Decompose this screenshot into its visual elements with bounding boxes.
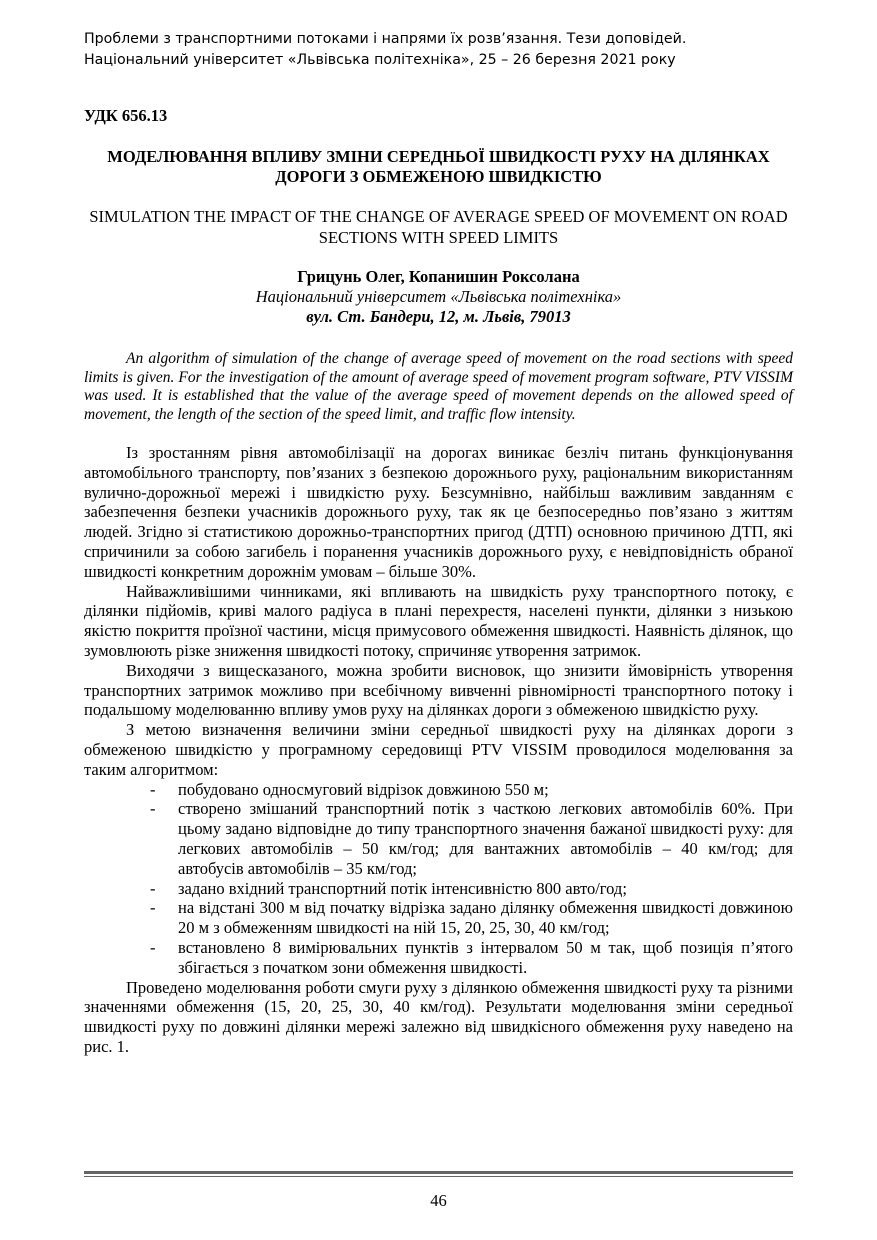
paragraph: Виходячи з вищесказаного, можна зробити висновок, що знизити ймовірність утворення транспортних затримок можливо при всебічному вивченні рівномірності транспортного потоку і подальшому моделюванню впливу умов руху на ділянках дороги з обмеженою швидкістю руху. bbox=[84, 660, 793, 720]
list-dash: - bbox=[150, 878, 156, 898]
list-item-text: створено змішаний транспортний потік з часткою легкових автомобілів 60%. При цьому задано відповідне до типу транспортного значення бажаної швидкості руху: для легкових автомобілів – 50 км/год; для вантажних автомобілів – 40 км/год; для автобусів автомобілів – 35 км/год; bbox=[178, 799, 793, 878]
affiliation: Національний університет «Львівська політехніка» bbox=[255, 287, 622, 306]
footer-rule-thin bbox=[84, 1176, 793, 1177]
list-dash: - bbox=[150, 937, 156, 957]
title-english: SIMULATION THE IMPACT OF THE CHANGE OF AVERAGE SPEED OF MOVEMENT ON ROAD SECTIONS WITH SPEED LIMITS bbox=[89, 207, 788, 247]
paragraph: Із зростанням рівня автомобілізації на дорогах виникає безліч питань функціонування автомобільного транспорту, пов’язаних з безпекою дорожнього руху, раціональним використанням вулично-дорожньої мережі і швидкістю руху. Безсумнівно, найбільш важливим завданням є забезпечення безпеки учасників дорожнього руху, так як це безпосередньо пов’язано з життям людей. Згідно зі статистикою дорожньо-транспортних пригод (ДТП) основною причиною ДТП, які спричинили за собою загибель і поранення учасників дорожнього руху, є невідповідність обраної швидкості конкретним дорожнім умовам – більше 30%. bbox=[84, 443, 793, 581]
header-line-1: Проблеми з транспортними потоками і напрями їх розв’язання. Тези доповідей. bbox=[84, 31, 687, 47]
algorithm-list bbox=[84, 780, 793, 978]
list-dash: - bbox=[150, 898, 156, 918]
running-header bbox=[84, 29, 804, 71]
paragraph: З метою визначення величини зміни середньої швидкості руху на ділянках дороги з обмеженою швидкістю у програмному середовищі PTV VISSIM проводилося моделювання за таким алгоритмом: bbox=[84, 720, 793, 779]
paragraph: Проведено моделювання роботи смуги руху з ділянкою обмеження швидкості руху та різними значеннями обмеження (15, 20, 25, 30, 40 км/год). Результати моделювання зміни середньої швидкості руху по довжині ділянки мережі залежно від швидкісного обмеження руху наведено на рис. 1. bbox=[84, 977, 793, 1056]
list-dash: - bbox=[150, 779, 156, 799]
page-number: 46 bbox=[430, 1191, 447, 1210]
header-line-2: Національний університет «Львівська політехніка», 25 – 26 березня 2021 року bbox=[84, 52, 676, 68]
list-dash: - bbox=[150, 799, 156, 819]
list-item bbox=[84, 879, 793, 899]
list-item bbox=[84, 898, 793, 938]
list-item-text: побудовано односмуговий відрізок довжиною 550 м; bbox=[178, 779, 549, 799]
list-item-text: задано вхідний транспортний потік інтенсивністю 800 авто/год; bbox=[178, 878, 627, 898]
list-item bbox=[84, 780, 793, 800]
abstract: An algorithm of simulation of the change of average speed of movement on the road sections with speed limits is given. For the investigation of the amount of average speed of movement program software, PTV VISSIM was used. It is established that the value of the average speed of movement depends on the allowed speed of movement, the length of the section of the speed limit, and traffic flow intensity. bbox=[84, 350, 793, 423]
paragraph: Найважливішими чинниками, які впливають на швидкість руху транспортного потоку, є ділянки підйомів, криві малого радіуса в плані перехрестя, населені пункти, ділянки з низькою якістю покриття проїзної частини, місця примусового обмеження швидкості. Наявність ділянок, що зумовлюють різке зниження швидкості потоку, спричиняє утворення затримок. bbox=[84, 581, 793, 660]
list-item-text: встановлено 8 вимірювальних пунктів з інтервалом 50 м так, щоб позиція п’ятого збігається з початком зони обмеження швидкості. bbox=[178, 937, 793, 977]
author-block bbox=[84, 267, 793, 327]
title-ukrainian: МОДЕЛЮВАННЯ ВПЛИВУ ЗМІНИ СЕРЕДНЬОЇ ШВИДКОСТІ РУХУ НА ДІЛЯНКАХ ДОРОГИ З ОБМЕЖЕНОЮ ШВИДКІСТЮ bbox=[107, 147, 770, 186]
address: вул. Ст. Бандери, 12, м. Львів, 79013 bbox=[306, 307, 571, 326]
author-names: Грицунь Олег, Копанишин Роксолана bbox=[297, 267, 580, 286]
body-text bbox=[84, 443, 793, 1057]
udk-code: УДК 656.13 bbox=[84, 106, 168, 125]
list-item bbox=[84, 938, 793, 978]
list-item-text: на відстані 300 м від початку відрізка задано ділянку обмеження швидкості довжиною 20 м з обмеженням швидкості на ній 15, 20, 25, 30, 40 км/год; bbox=[178, 898, 793, 938]
footer-rule-thick bbox=[84, 1171, 793, 1174]
list-item bbox=[84, 799, 793, 878]
